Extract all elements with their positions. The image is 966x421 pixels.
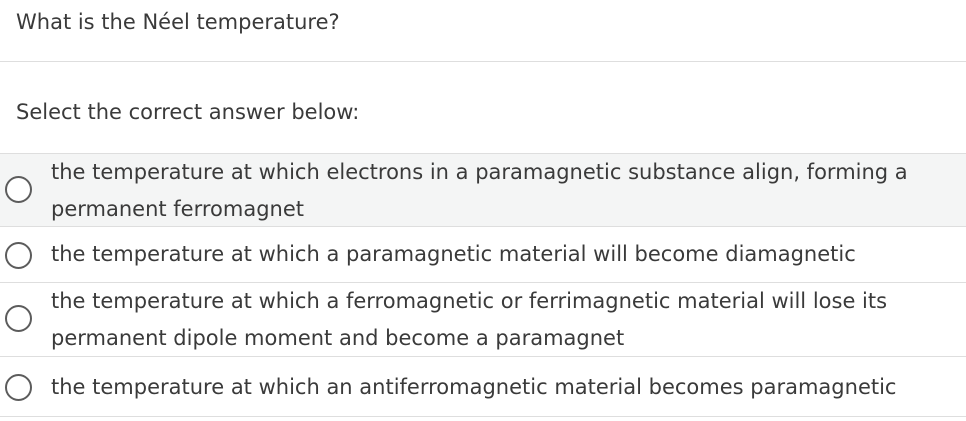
answer-option-3-line-1: the temperature at which a ferromagnetic or ferrimagnetic material will lose its bbox=[51, 289, 888, 313]
divider bbox=[0, 61, 966, 62]
answer-option-3[interactable] bbox=[0, 283, 966, 357]
question-text: What is the Néel temperature? bbox=[16, 10, 340, 34]
answer-option-3-text bbox=[51, 283, 956, 357]
answer-option-2[interactable] bbox=[0, 227, 966, 283]
answer-option-4-line-1: the temperature at which an antiferromagnetic material becomes paramagnetic bbox=[51, 375, 897, 399]
answer-option-2-line-1: the temperature at which a paramagnetic material will become diamagnetic bbox=[51, 242, 856, 266]
answer-option-4-text bbox=[51, 369, 956, 406]
answer-option-3-line-2: permanent dipole moment and become a paramagnet bbox=[51, 326, 625, 350]
radio-button-4[interactable] bbox=[5, 374, 32, 401]
radio-button-1[interactable] bbox=[5, 176, 32, 203]
radio-button-2[interactable] bbox=[5, 242, 32, 269]
answer-option-1-text bbox=[51, 154, 956, 228]
answer-option-1-line-2: permanent ferromagnet bbox=[51, 197, 305, 221]
answer-option-1[interactable] bbox=[0, 153, 966, 227]
radio-button-3[interactable] bbox=[5, 305, 32, 332]
answer-option-2-text bbox=[51, 236, 956, 273]
answer-prompt: Select the correct answer below: bbox=[16, 100, 360, 124]
answer-option-1-line-1: the temperature at which electrons in a paramagnetic substance align, forming a bbox=[51, 160, 908, 184]
answer-option-4[interactable] bbox=[0, 357, 966, 417]
